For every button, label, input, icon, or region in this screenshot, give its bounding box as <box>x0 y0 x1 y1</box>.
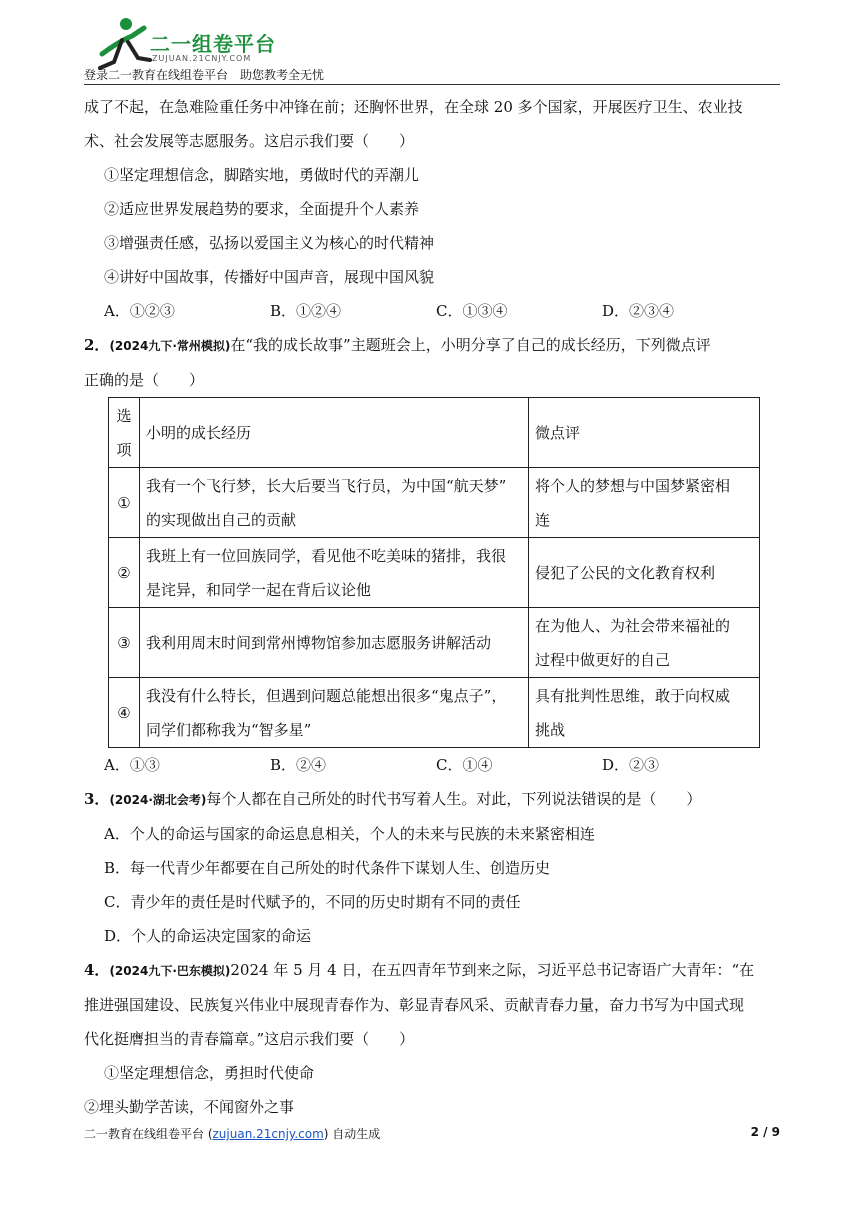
exam-content <box>84 90 782 1124</box>
q2-choice-c[interactable]: C．①④ <box>436 756 493 774</box>
q3-choice-b[interactable]: B．每一代青少年都要在自己所处的时代条件下谋划人生、创造历史 <box>104 859 551 877</box>
header-option: 选 项 <box>109 398 140 468</box>
row-comment: 在为他人、为社会带来福祉的 过程中做更好的自己 <box>529 608 760 678</box>
q1-option: ④讲好中国故事，传播好中国声音，展现中国风貌 <box>104 268 435 286</box>
q2-table <box>108 397 760 748</box>
q2-text-line2: 正确的是（ ） <box>84 371 205 389</box>
q1-choices <box>84 294 782 328</box>
table-row <box>109 538 760 608</box>
row-comment: 将个人的梦想与中国梦紧密相 连 <box>529 468 760 538</box>
page-header <box>84 10 780 86</box>
page-footer <box>84 1125 780 1142</box>
q2-choice-a[interactable]: A．①③ <box>104 756 160 774</box>
table-row <box>109 608 760 678</box>
row-experience: 我班上有一位回族同学，看见他不吃美味的猪排，我很 是诧异，和同学一起在背后议论他 <box>140 538 529 608</box>
q4-text-line1: 2024 年 5 月 4 日，在五四青年节到来之际，习近平总书记寄语广大青年：“在 <box>230 961 755 979</box>
q4-source: (2024九下·巴东模拟) <box>109 964 231 978</box>
q1-option: ②适应世界发展趋势的要求，全面提升个人素养 <box>104 200 420 218</box>
q3-stem <box>84 782 782 817</box>
q1-text-line2: 术、社会发展等志愿服务。这启示我们要（ ） <box>84 132 415 150</box>
q1-option: ①坚定理想信念，脚踏实地，勇做时代的弄潮儿 <box>104 166 420 184</box>
q1-choice-c[interactable]: C．①③④ <box>436 302 508 320</box>
q2-text-line1: 在“我的成长故事”主题班会上，小明分享了自己的成长经历，下列微点评 <box>230 336 711 354</box>
table-row <box>109 678 760 748</box>
header-experience: 小明的成长经历 <box>140 398 529 468</box>
q4-option: ①坚定理想信念，勇担时代使命 <box>104 1064 315 1082</box>
logo-name: 二一组卷平台 <box>150 32 276 56</box>
row-key: ④ <box>109 678 140 748</box>
q4-stem <box>84 953 782 988</box>
row-experience: 我有一个飞行梦，长大后要当飞行员，为中国“航天梦” 的实现做出自己的贡献 <box>140 468 529 538</box>
q1-choice-a[interactable]: A．①②③ <box>104 302 175 320</box>
row-key: ① <box>109 468 140 538</box>
q4-option: ②埋头勤学苦读，不闻窗外之事 <box>84 1098 295 1116</box>
q2-choice-b[interactable]: B．②④ <box>270 756 327 774</box>
row-experience: 我没有什么特长，但遇到问题总能想出很多“鬼点子”， 同学们都称我为“智多星” <box>140 678 529 748</box>
row-key: ③ <box>109 608 140 678</box>
footer-left: 二一教育在线组卷平台 ( <box>84 1127 213 1141</box>
row-comment: 具有批判性思维，敢于向权威 挑战 <box>529 678 760 748</box>
header-tagline: 登录二一教育在线组卷平台 助您教考全无忧 <box>84 68 325 82</box>
row-comment: 侵犯了公民的文化教育权利 <box>529 538 760 608</box>
q2-choice-d[interactable]: D．②③ <box>602 756 660 774</box>
q1-option: ③增强责任感，弘扬以爱国主义为核心的时代精神 <box>104 234 435 252</box>
q2-source: (2024九下·常州模拟) <box>109 339 231 353</box>
q1-choice-b[interactable]: B．①②④ <box>270 302 342 320</box>
q3-number: 3． <box>84 790 110 808</box>
table-header-row <box>109 398 760 468</box>
table-row <box>109 468 760 538</box>
footer-right: ) 自动生成 <box>323 1127 381 1141</box>
q4-text-line3: 代化挺膺担当的青春篇章。”这启示我们要（ ） <box>84 1030 415 1048</box>
footer-link[interactable]: zujuan.21cnjy.com <box>212 1127 324 1141</box>
q2-stem <box>84 328 782 363</box>
q1-choice-d[interactable]: D．②③④ <box>602 302 675 320</box>
q4-number: 4． <box>84 961 110 979</box>
q2-number: 2． <box>84 336 110 354</box>
row-key: ② <box>109 538 140 608</box>
q3-choice-a[interactable]: A．个人的命运与国家的命运息息相关，个人的未来与民族的未来紧密相连 <box>104 825 595 843</box>
q1-text-line1: 成了不起，在急难险重任务中冲锋在前；还胸怀世界，在全球 20 多个国家，开展医疗卫生、农业技 <box>84 98 743 116</box>
q4-text-line2: 推进强国建设、民族复兴伟业中展现青春作为、彰显青春风采、贡献青春力量，奋力书写为中国式现 <box>84 996 745 1014</box>
q3-choice-c[interactable]: C．青少年的责任是时代赋予的，不同的历史时期有不同的责任 <box>104 893 521 911</box>
q3-choice-d[interactable]: D．个人的命运决定国家的命运 <box>104 927 312 945</box>
q3-text-line1: 每个人都在自己所处的时代书写着人生。对此，下列说法错误的是（ ） <box>206 790 702 808</box>
q2-choices <box>84 748 782 782</box>
header-divider <box>84 84 780 85</box>
q3-source: (2024·湖北会考) <box>109 793 207 807</box>
row-experience: 我利用周末时间到常州博物馆参加志愿服务讲解活动 <box>140 608 529 678</box>
header-comment: 微点评 <box>529 398 760 468</box>
logo-url: ZUJUAN.21CNJY.COM <box>152 54 252 63</box>
page-number: 2 / 9 <box>750 1125 780 1139</box>
